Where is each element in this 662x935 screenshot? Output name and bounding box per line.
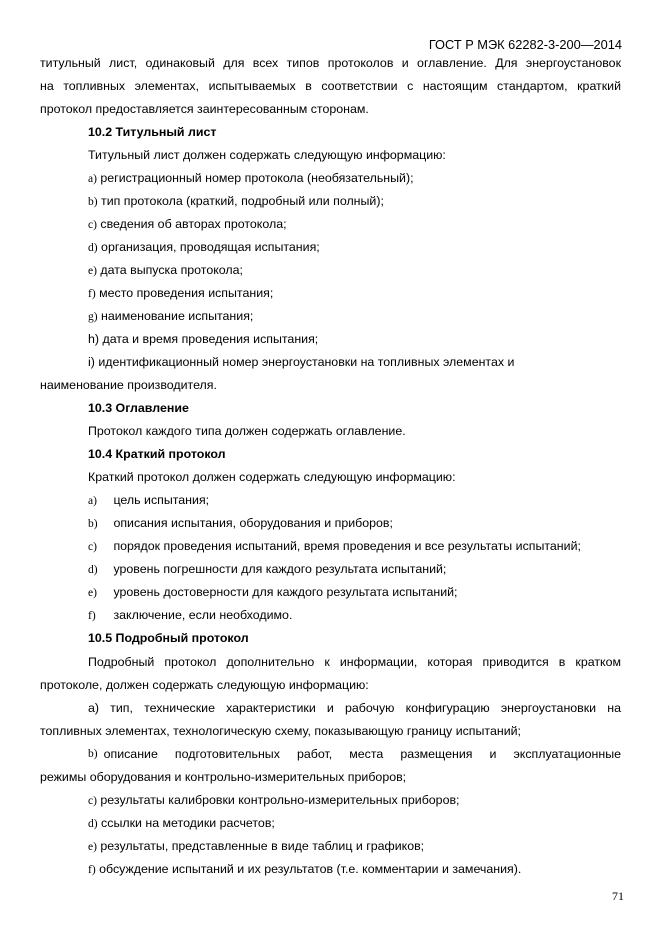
list-marker: d) xyxy=(88,564,98,576)
list-marker: c) xyxy=(88,795,97,807)
list-marker: f) xyxy=(88,610,96,622)
list-marker: e) xyxy=(88,587,97,599)
standard-header: ГОСТ Р МЭК 62282-3-200—2014 xyxy=(428,37,622,52)
intro-line-1: титульный лист, одинаковый для всех типов протоколов и оглавление. Для энергоустановок xyxy=(40,56,621,70)
list-item-text: результаты калибровки контрольно-измерительных приборов; xyxy=(100,793,460,807)
list-marker: b) xyxy=(88,518,98,530)
list-item-text: цель испытания; xyxy=(113,493,210,507)
list-item xyxy=(88,193,384,210)
list-item-text: дата выпуска протокола; xyxy=(100,263,243,277)
list-item-text: результаты, представленные в виде таблиц и графиков; xyxy=(100,839,425,853)
list-item-i-line-1: i) идентификационный номер энергоустановки на топливных элементах и xyxy=(88,355,515,369)
list-item-text: уровень погрешности для каждого результата испытаний; xyxy=(113,562,447,576)
list-item-text: сведения об авторах протокола; xyxy=(100,217,287,231)
section-10-3-heading: 10.3 Оглавление xyxy=(88,401,189,415)
list-marker: f) xyxy=(88,288,96,300)
list-marker: f) xyxy=(88,864,96,876)
list-item xyxy=(88,861,521,878)
intro-line-3: протокол предоставляется заинтересованным сторонам. xyxy=(40,102,369,116)
list-marker: b) xyxy=(88,748,98,760)
list-item xyxy=(88,792,460,809)
section-10-5-lead-line-1: Подробный протокол дополнительно к информации, которая приводится в кратком xyxy=(88,655,621,669)
page-number: 71 xyxy=(612,889,624,903)
list-item-text: тип протокола (краткий, подробный или полный); xyxy=(101,194,384,208)
list-item xyxy=(88,838,424,855)
list-marker: e) xyxy=(88,265,97,277)
list-item xyxy=(88,584,458,601)
section-10-5-lead-line-2: протоколе, должен содержать следующую информацию: xyxy=(40,678,369,692)
list-item xyxy=(88,607,292,624)
list-item xyxy=(88,538,581,555)
list-item xyxy=(88,561,446,578)
section-10-5-heading: 10.5 Подробный протокол xyxy=(88,631,249,645)
list-item-text: организация, проводящая испытания; xyxy=(101,240,320,254)
section-10-4-heading: 10.4 Краткий протокол xyxy=(88,447,226,461)
list-item-text: уровень достоверности для каждого результата испытаний; xyxy=(113,585,458,599)
list-marker: b) xyxy=(88,196,98,208)
list-item xyxy=(88,492,209,509)
list-marker: g) xyxy=(88,311,98,323)
list-item-text: место проведения испытания; xyxy=(99,286,274,300)
list-item-b-line-1 xyxy=(88,746,621,762)
list-item-text: заключение, если необходимо. xyxy=(113,608,293,622)
list-item-text: ссылки на методики расчетов; xyxy=(101,816,275,830)
list-item xyxy=(88,815,275,832)
list-item xyxy=(88,515,393,532)
list-item-text: описания испытания, оборудования и приборов; xyxy=(113,516,393,530)
list-item xyxy=(88,308,253,325)
list-item xyxy=(88,216,287,233)
list-item-i-line-2: наименование производителя. xyxy=(40,378,217,392)
list-item-text: наименование испытания; xyxy=(101,309,254,323)
list-marker: d) xyxy=(88,242,98,254)
list-marker: d) xyxy=(88,818,98,830)
list-marker: a) xyxy=(88,173,97,185)
section-10-2-heading: 10.2 Титульный лист xyxy=(88,125,217,139)
list-item xyxy=(88,262,243,279)
list-item-h: h) дата и время проведения испытания; xyxy=(88,332,319,346)
list-item xyxy=(88,239,320,256)
list-marker: e) xyxy=(88,841,97,853)
list-item-text: обсуждение испытаний и их результатов (т.е. комментарии и замечания). xyxy=(99,862,522,876)
section-10-4-lead: Краткий протокол должен содержать следующую информацию: xyxy=(88,470,456,484)
list-item xyxy=(88,170,414,187)
section-10-3-text: Протокол каждого типа должен содержать оглавление. xyxy=(88,424,406,438)
list-item-text: порядок проведения испытаний, время проведения и все результаты испытаний; xyxy=(113,539,581,553)
list-marker: c) xyxy=(88,219,97,231)
list-item-b-line-2: режимы оборудования и контрольно-измерительных приборов; xyxy=(40,770,407,784)
list-item-a-line-1: а) тип, технические характеристики и рабочую конфигурацию энергоустановки на xyxy=(88,701,621,715)
list-item-text: регистрационный номер протокола (необязательный); xyxy=(100,171,414,185)
list-marker: a) xyxy=(88,495,97,507)
list-item-a-line-2: топливных элементах, технологическую схему, показывающую границу испытаний; xyxy=(40,724,521,738)
list-item xyxy=(88,285,273,302)
list-item-text: описание подготовительных работ, места размещения и эксплуатационные xyxy=(103,747,621,761)
list-marker: c) xyxy=(88,541,97,553)
intro-line-2: на топливных элементах, испытываемых в соответствии с настоящим стандартом, краткий xyxy=(40,79,621,93)
section-10-2-lead: Титульный лист должен содержать следующую информацию: xyxy=(88,148,446,162)
